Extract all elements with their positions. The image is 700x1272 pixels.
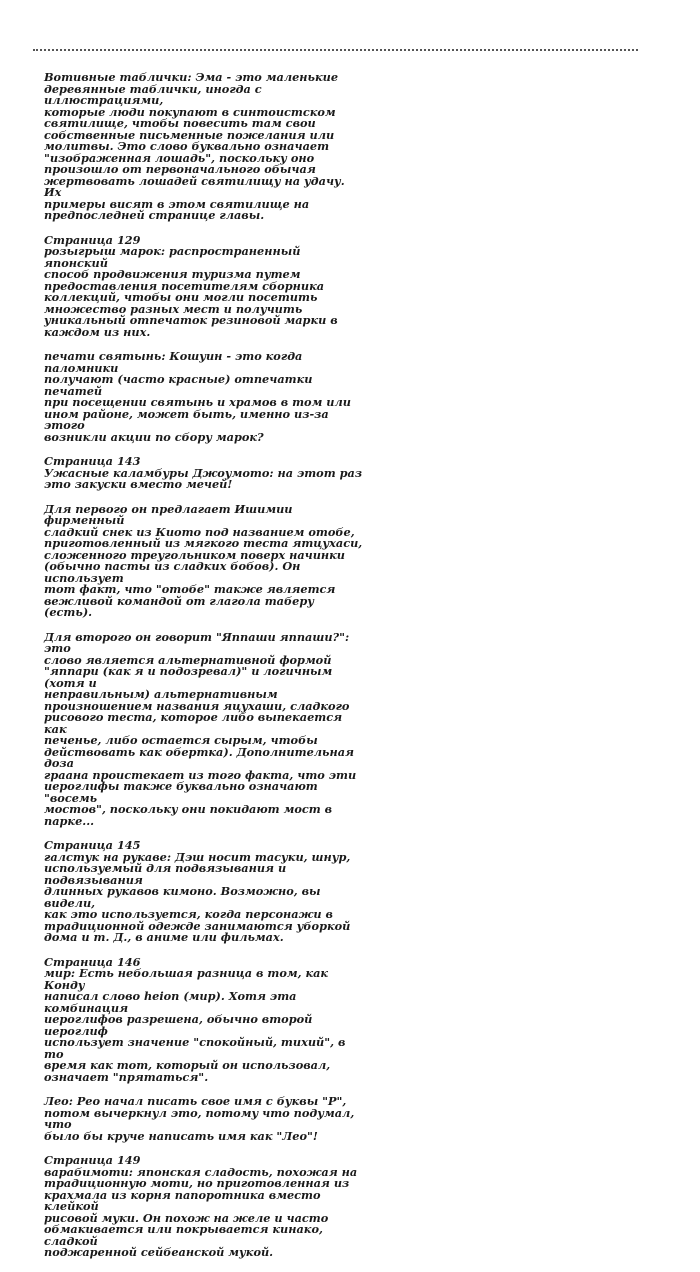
note-heading: Страница 129 — [44, 232, 141, 247]
note-heading: Страница 146 — [44, 954, 141, 969]
note-heading: Страница 143 — [44, 454, 141, 468]
note-text: Вотивные таблички: Эма - это маленькие деревянные таблички, иногда с иллюстрациями, которые люди покупают в синтоистском святилище, чтобы повесить там свои собственные письменные пожелания или молитвы. Это слово буквально означает "изображенная лошадь", поскольку оно произошло от первоначального обычая жертвовать лошадей святилищу на удачу. Их примеры висят в этом святилище на предпоследней странице главы. — [44, 70, 345, 222]
note-leo — [44, 1096, 364, 1142]
note-page-146 — [44, 954, 364, 1084]
note-text: Ужасные каламбуры Джоумото: на этот раз это закуски вместо мечей! — [44, 465, 363, 491]
note-text: Для первого он предлагает Ишимии фирменный сладкий снек из Киото под названием отобе, приготовленный из мягкого теста ятцухаси, сложенного треугольником поверх начинки (обычно пасты из сладких бобов). Он использует тот факт, что "отобе" также является вежливой командой от глагола таберу (есть). — [44, 501, 363, 619]
note-page-143 — [44, 456, 364, 491]
note-text: печати святынь: Кошуин - это когда паломники получают (часто красные) отпечатки печатей при посещении святынь и храмов в том или ином районе, может быть, именно из-за этого возникли акции по сбору марок? — [44, 349, 351, 444]
dotted-separator — [33, 49, 638, 51]
note-heading: Страница 145 — [44, 838, 141, 852]
note-shrine-seals — [44, 351, 364, 443]
note-text: варабимоти: японская сладость, похожая на традиционную моти, но приготовленная из крахмала из корня папоротника вместо клейкой рисовой муки. Он похож на желе и часто обмакивается или покрывается кинако, сладкой поджаренной сейбеанской мукой. — [44, 1164, 358, 1259]
note-page-149 — [44, 1155, 364, 1259]
note-text: Для второго он говорит "Яппаши яппаши?": это слово является альтернативной формой "яппари (как я и подозревал)" и логичным (хотя и неправильным) альтернативным произношением названия яцухаши, сладкого рисового теста, которое либо выпекается как печенье, либо остается сырым, чтобы действовать как обертка). Дополнительная доза граана проистекает из того факта, что эти иероглифы также буквально означают "восемь мостов", поскольку они покидают мост в парке... — [44, 629, 357, 828]
note-otobe — [44, 501, 364, 619]
note-heading: Страница 149 — [44, 1153, 141, 1167]
note-votive-tablets — [44, 72, 364, 222]
note-text: мир: Есть небольшая разница в том, как Конду написал слово heion (мир). Хотя эта комбинация иероглифов разрешена, обычно второй иероглиф использует значение "спокойный, тихий", в то время как тот, который он использовал, означает "прятаться". — [44, 966, 346, 1084]
translation-notes — [44, 72, 364, 1272]
note-text: галстук на рукаве: Дэш носит тасуки, шнур, используемый для подвязывания и подвязывания длинных рукавов кимоно. Возможно, вы видели, как это используется, когда персонажи в традиционной одежде занимаются уборкой дома и т. Д., в аниме или фильмах. — [44, 849, 351, 944]
note-yatsuhashi — [44, 629, 364, 828]
note-text: розыгрыш марок: распространенный японский способ продвижения туризма путем предоставления посетителям сборника коллекций, чтобы они могли посетить множество разных мест и получить уникальный отпечаток резиновой марки в каждом из них. — [44, 244, 338, 339]
note-page-129 — [44, 232, 364, 339]
note-text: Лео: Рео начал писать свое имя с буквы "Р", потом вычеркнул это, потому что подумал, что было бы круче написать имя как "Лео"! — [44, 1094, 355, 1143]
note-page-145 — [44, 840, 364, 944]
